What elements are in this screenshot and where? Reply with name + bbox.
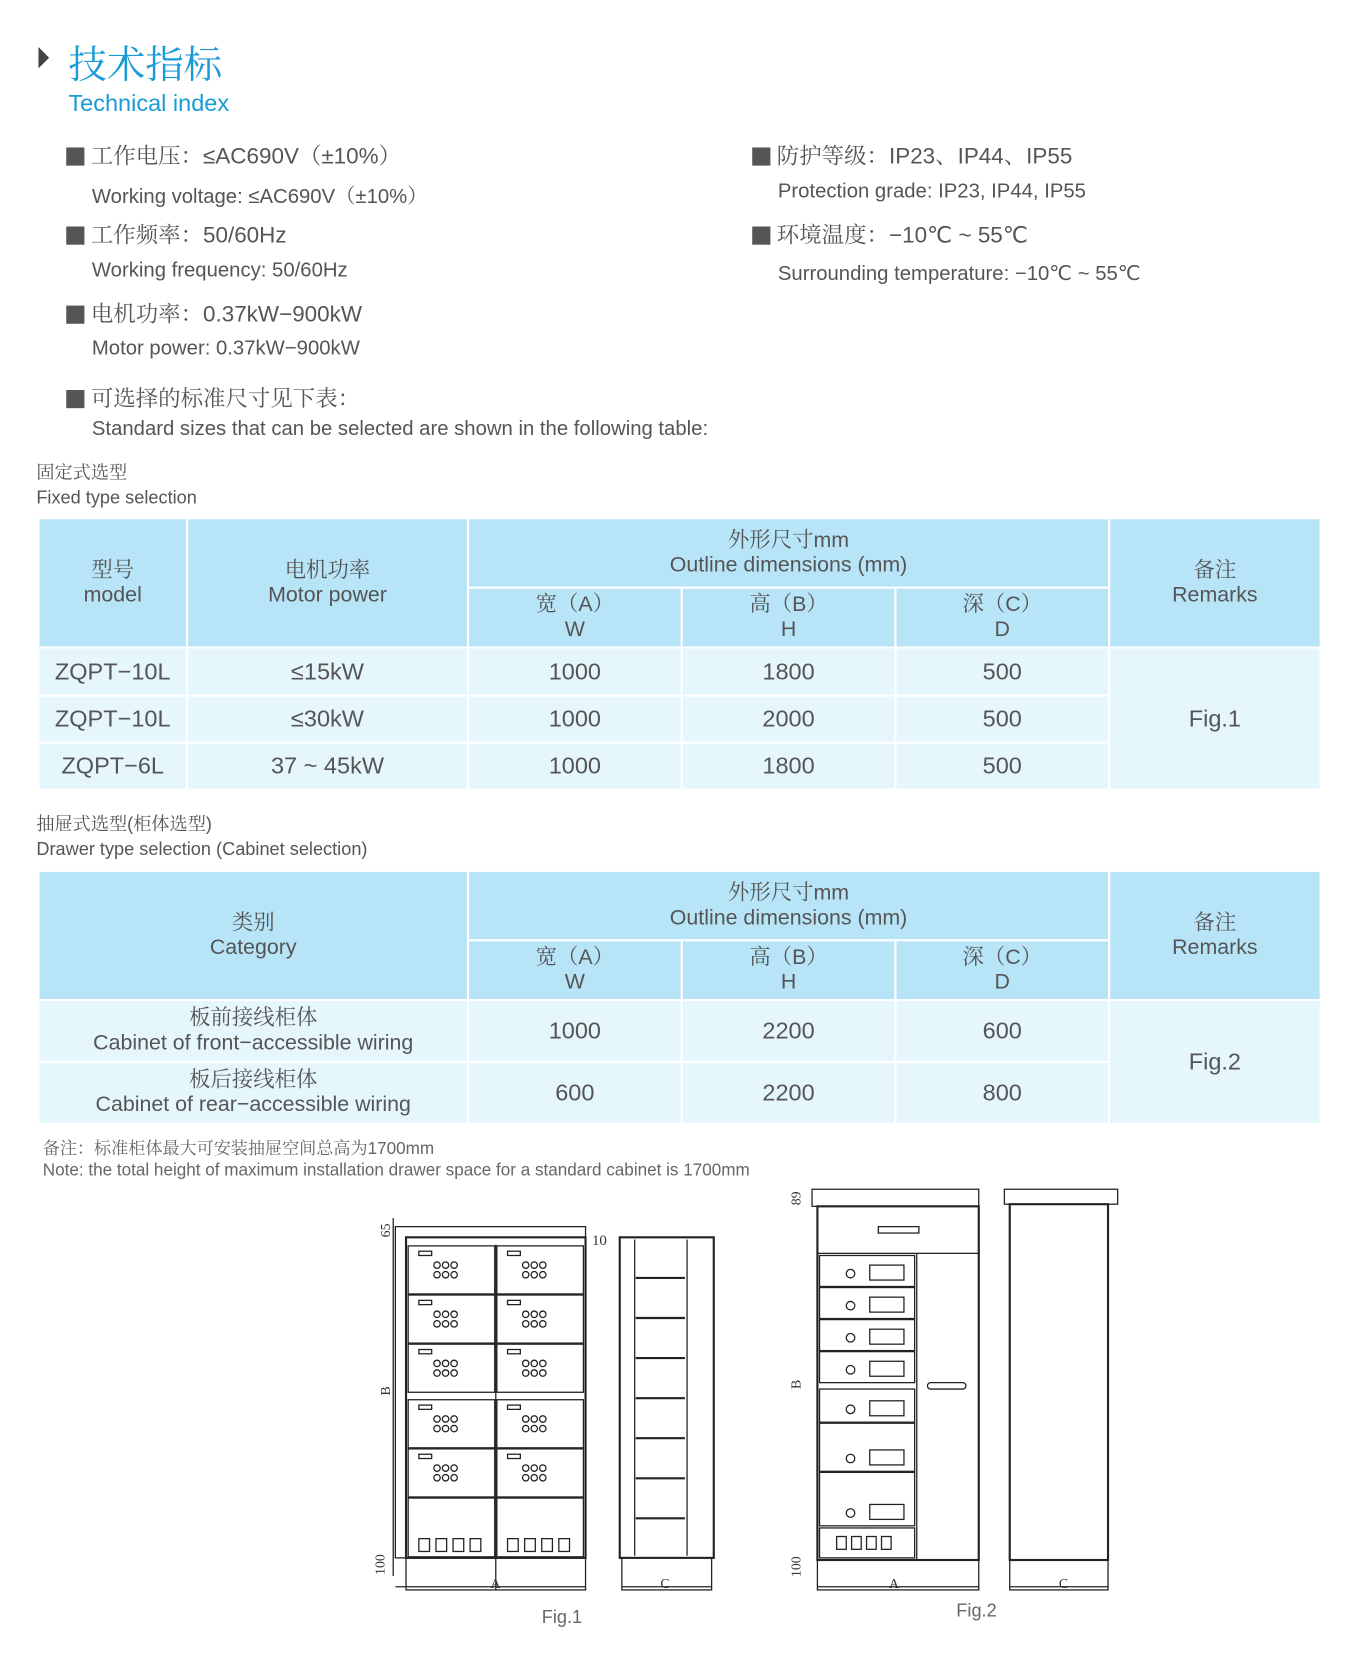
header-model: 型号 model [38,518,187,647]
knob-icon [846,1454,855,1463]
button-icon [531,1370,537,1376]
drawer-unit [820,1389,915,1422]
header-power: 电机功率 Motor power [187,518,468,647]
button-icon [531,1360,537,1366]
button-icon [540,1360,546,1366]
vent-icon [852,1537,862,1550]
meter-panel [870,1361,904,1376]
button-icon [540,1311,546,1317]
fixed-title: 固定式选型 [36,462,128,483]
header-height: 高（B） H [682,940,896,1000]
button-icon [540,1465,546,1471]
spec-temperature-en: Surrounding temperature: −10℃ ~ 55℃ [777,262,1141,286]
spec-voltage-en: Working voltage: ≤AC690V（±10%） [91,185,428,209]
button-icon [451,1370,457,1376]
button-icon [522,1262,528,1268]
drawer-panel [408,1400,495,1448]
cell-power: ≤30kW [187,696,468,743]
knob-icon [846,1509,855,1518]
drawer-panel [408,1449,495,1497]
fig2-dim-base-label: 100 [789,1556,805,1578]
fig2-dim-height-label: B [789,1379,805,1390]
cell-width: 1000 [468,1000,682,1062]
cell-width: 1000 [468,743,682,790]
button-icon [522,1475,528,1481]
header-width: 宽（A） W [468,940,682,1000]
spec-label: 工作频率：50/60Hz [90,223,287,248]
drawer-unit [820,1423,915,1471]
cell-remark: Fig.1 [1109,648,1321,790]
label-plate [419,1350,432,1354]
button-icon [531,1425,537,1431]
button-icon [451,1272,457,1278]
button-icon [540,1475,546,1481]
fig1-dim-depth-label: C [660,1576,670,1592]
button-icon [522,1311,528,1317]
knob-icon [846,1405,855,1414]
drawer-panel [408,1295,495,1343]
meter-panel [870,1450,904,1465]
drawer-panel [408,1344,495,1392]
spec-label: 工作电压：≤AC690V（±10%） [90,144,402,169]
fig2-top-cover [812,1189,979,1206]
button-icon [540,1416,546,1422]
header-category: 类别 Category [38,871,468,1000]
button-icon [451,1465,457,1471]
fig2-top-compartment [817,1206,978,1253]
button-icon [434,1262,440,1268]
knob-icon [846,1333,855,1342]
label-plate [419,1251,432,1255]
button-icon [434,1416,440,1422]
header-height: 高（B） H [682,588,896,648]
button-icon [540,1321,546,1327]
cell-depth: 500 [895,743,1109,790]
button-icon [531,1311,537,1317]
button-icon [522,1370,528,1376]
fig2-dim-depth-label: C [1058,1576,1069,1592]
cell-width: 600 [468,1062,682,1124]
spec-power-en: Motor power: 0.37kW−900kW [91,337,360,361]
cell-depth: 500 [895,648,1109,696]
fixed-title-en: Fixed type selection [36,487,197,508]
header-depth: 深（C） D [895,588,1109,648]
button-icon [442,1262,448,1268]
fig1-drawing [393,1218,714,1590]
header-width: 宽（A） W [468,588,682,648]
cell-height: 2200 [682,1062,896,1124]
meter-panel [870,1329,904,1344]
button-icon [442,1465,448,1471]
button-icon [442,1370,448,1376]
button-icon [442,1360,448,1366]
button-icon [522,1425,528,1431]
meter-panel [870,1265,904,1280]
meter-panel [870,1297,904,1312]
vent-icon [867,1537,877,1550]
spec-sizes-en: Standard sizes that can be selected are shown in the following table: [91,417,709,441]
fig2-dim-top-label: 89 [789,1191,805,1206]
button-icon [522,1465,528,1471]
cell-depth: 500 [895,696,1109,743]
button-icon [442,1475,448,1481]
cell-remark: Fig.2 [1109,1000,1321,1124]
button-icon [540,1425,546,1431]
button-icon [522,1360,528,1366]
fig1-dim-width-label: A [490,1576,501,1592]
cell-power: ≤15kW [187,648,468,696]
button-icon [434,1321,440,1327]
cell-category: 板后接线柜体 Cabinet of rear−accessible wiring [38,1062,468,1124]
button-icon [540,1262,546,1268]
label-plate [508,1350,521,1354]
drawer-unit [820,1320,915,1351]
drawer-panel [497,1344,584,1392]
cell-depth: 600 [895,1000,1109,1062]
button-icon [540,1272,546,1278]
knob-icon [846,1366,855,1375]
button-icon [522,1416,528,1422]
button-icon [442,1272,448,1278]
label-plate [508,1251,521,1255]
vent-icon [837,1537,847,1550]
fig2-caption: Fig.2 [956,1600,997,1621]
button-icon [442,1311,448,1317]
spec-protection-en: Protection grade: IP23, IP44, IP55 [777,180,1086,204]
button-icon [531,1465,537,1471]
button-icon [451,1475,457,1481]
fig2-door-handle [927,1383,965,1389]
button-icon [540,1370,546,1376]
header-remarks: 备注 Remarks [1109,871,1321,1000]
button-icon [434,1370,440,1376]
vent-icon [542,1539,553,1552]
vent-icon [436,1539,447,1552]
button-icon [442,1425,448,1431]
drawer-unit [820,1255,915,1286]
button-icon [442,1321,448,1327]
button-icon [451,1321,457,1327]
button-icon [434,1272,440,1278]
knob-icon [846,1301,855,1310]
button-icon [451,1416,457,1422]
cell-height: 1800 [682,743,896,790]
button-icon [531,1416,537,1422]
note-cn: 备注：标准柜体最大可安装抽屉空间总高为1700mm [42,1140,435,1159]
button-icon [434,1425,440,1431]
vent-icon [525,1539,536,1552]
button-icon [522,1272,528,1278]
vent-icon [453,1539,464,1552]
button-icon [434,1465,440,1471]
button-icon [531,1475,537,1481]
cell-height: 1800 [682,648,896,696]
button-icon [451,1311,457,1317]
button-icon [531,1321,537,1327]
button-icon [531,1272,537,1278]
vent-icon [419,1539,430,1552]
fig1-dim-base-label: 100 [373,1554,389,1575]
button-icon [451,1425,457,1431]
cell-category: 板前接线柜体 Cabinet of front−accessible wiring [38,1000,468,1062]
header-outline: 外形尺寸mm Outline dimensions (mm) [468,871,1109,940]
meter-panel [870,1401,904,1416]
spec-label: 可选择的标准尺寸见下表： [90,386,361,412]
drawer-unit [820,1288,915,1319]
fig2-side-body [1010,1204,1108,1560]
label-plate [508,1405,521,1409]
button-icon [442,1416,448,1422]
drawer-title: 抽屉式选型(柜体选型) [36,814,212,835]
fig2-drawing [812,1189,1118,1590]
button-icon [451,1262,457,1268]
cell-depth: 800 [895,1062,1109,1124]
header-outline: 外形尺寸mm Outline dimensions (mm) [468,518,1109,587]
cell-height: 2200 [682,1000,896,1062]
header-depth: 深（C） D [895,940,1109,1000]
button-icon [531,1262,537,1268]
label-plate [419,1454,432,1458]
fig2-side-top [1004,1189,1117,1204]
drawer-title-en: Drawer type selection (Cabinet selection) [36,838,368,860]
vent-icon [508,1539,519,1552]
cell-model: ZQPT−6L [38,743,187,790]
knob-icon [846,1269,855,1278]
spec-label: 环境温度：−10℃ ~ 55℃ [776,223,1028,248]
fig2-dim-width-label: A [888,1576,900,1592]
button-icon [451,1360,457,1366]
button-icon [434,1360,440,1366]
vent-icon [559,1539,570,1552]
spec-label: 电机功率：0.37kW−900kW [90,302,363,327]
spec-label: 防护等级：IP23、IP44、IP55 [776,144,1073,169]
cell-width: 1000 [468,696,682,743]
vent-icon [470,1539,481,1552]
label-plate [508,1300,521,1304]
drawer-panel [408,1498,495,1557]
button-icon [434,1475,440,1481]
drawer-unit [820,1472,915,1525]
label-plate [419,1300,432,1304]
fig1-dim-top-label: 65 [379,1223,395,1238]
fig2-handle [878,1227,919,1233]
spec-frequency-en: Working frequency: 50/60Hz [91,259,348,283]
drawer-panel [497,1498,584,1557]
cell-model: ZQPT−10L [38,696,187,743]
button-icon [434,1311,440,1317]
section-title: 技术指标 [68,42,223,87]
drawer-unit [820,1352,915,1383]
cell-height: 2000 [682,696,896,743]
meter-panel [870,1504,904,1519]
drawer-panel [497,1449,584,1497]
fig1-dim-height-label: B [379,1386,395,1396]
section-subtitle: Technical index [68,89,230,117]
header-remarks: 备注 Remarks [1109,518,1321,647]
fig1-caption: Fig.1 [541,1607,583,1628]
fig1-dim-gap-label: 10 [591,1232,607,1249]
label-plate [419,1405,432,1409]
drawer-panel [497,1400,584,1448]
label-plate [508,1454,521,1458]
button-icon [522,1321,528,1327]
cell-power: 37 ~ 45kW [187,743,468,790]
note-en: Note: the total height of maximum installation drawer space for a standard cabinet is 1700mm [42,1161,750,1180]
cell-model: ZQPT−10L [38,648,187,696]
vent-icon [882,1537,892,1550]
drawer-panel [408,1246,495,1294]
cell-width: 1000 [468,648,682,696]
drawer-panel [497,1246,584,1294]
drawer-panel [497,1295,584,1343]
